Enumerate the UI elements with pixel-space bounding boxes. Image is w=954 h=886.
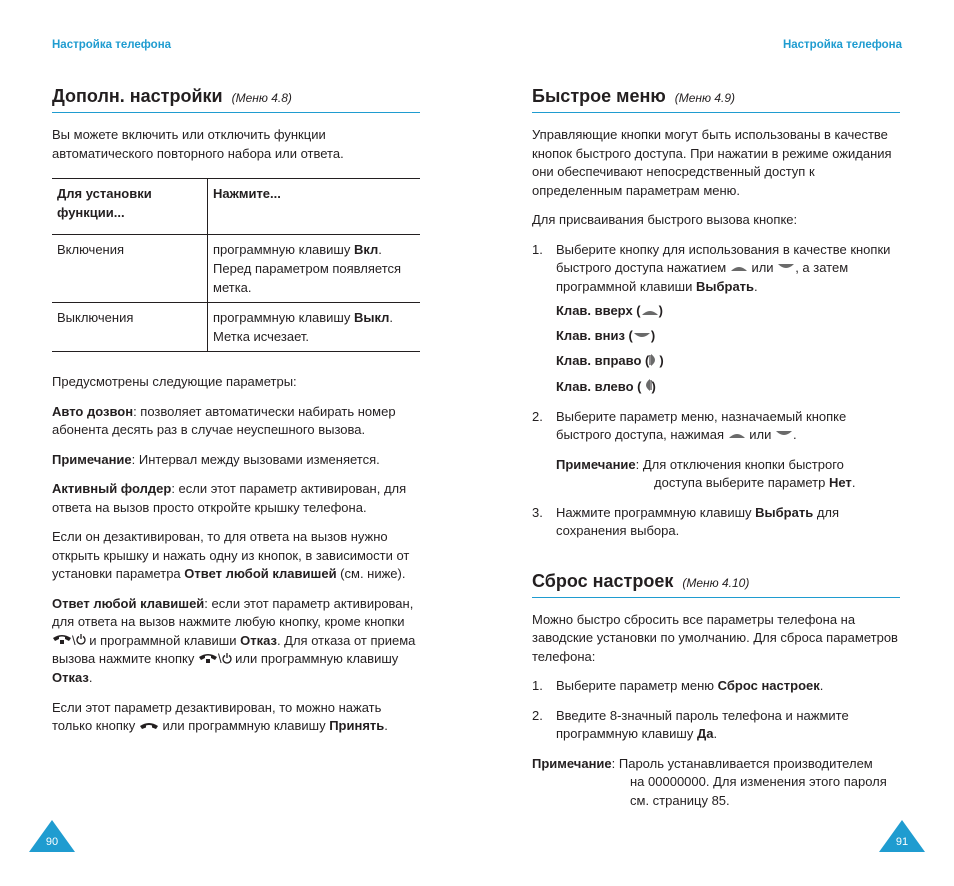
section-title-extra-settings [52, 85, 420, 113]
paragraph-text: Если он дезактивирован, то для ответа на вызов нужно открыть крышку и нажать одну из кнопок, в зависимости от установки параметра [52, 529, 410, 581]
cell-text: программную клавишу [213, 242, 354, 257]
intro-paragraph: Управляющие кнопки могут быть использованы в качестве кнопок быстрого доступа. При нажатии в режиме ожидания они обеспечивают непосредственный доступ к определенным параметрам меню. [532, 127, 892, 198]
step-text: Выберите параметр меню, назначаемый кнопке быстрого доступа, нажимая [556, 408, 847, 443]
power-icon [76, 632, 86, 651]
step-2 [532, 408, 900, 445]
term-label: Активный фолдер [52, 481, 172, 496]
paren: ( [641, 353, 650, 369]
step-text: для сохранения выбора. [556, 504, 840, 539]
settings-table [52, 178, 420, 352]
cell-key: Выкл [353, 310, 390, 325]
key-label: Клав. вправо [556, 353, 642, 369]
active-folder-paragraph [52, 480, 420, 517]
note-label: Примечание [52, 451, 132, 467]
right-page [532, 85, 900, 810]
softkey-ref: Отказ [240, 632, 277, 648]
header-text: Нажмите... [213, 186, 281, 201]
step-text: . [754, 278, 758, 294]
table-row [52, 303, 420, 352]
paragraph-text: Если этот параметр дезактивирован, то можно нажать только кнопку [52, 699, 382, 734]
end-call-icon [198, 651, 218, 670]
send-call-icon [139, 717, 159, 736]
reset-step-1 [532, 677, 900, 696]
step-number: 2. [532, 707, 543, 723]
running-header-right: Настройка телефона [782, 39, 902, 51]
step-text: Введите 8-значный пароль телефона и нажмите программную клавишу [556, 707, 849, 742]
softkey-ref: Выбрать [695, 278, 755, 294]
any-key-off-paragraph [52, 699, 420, 736]
table-cell [208, 303, 421, 352]
paren: ) [651, 378, 656, 394]
note-text: : Интервал между вызовами изменяется. [131, 451, 380, 467]
step-3 [532, 504, 900, 541]
auto-redial-paragraph [52, 403, 420, 440]
term-text: : позволяет автоматически набирать номер абонента десять раз в случае неуспешного вызова. [52, 403, 396, 437]
note-text: : Пароль устанавливается производителем [611, 755, 873, 771]
paren: ( [632, 303, 641, 319]
option-ref: Нет [828, 475, 852, 491]
header-text: Для установки функции... [57, 186, 152, 220]
note-continuation: на 00000000. Для изменения этого пароля см. страницу 85. [630, 774, 887, 808]
note-password [532, 755, 900, 811]
nav-up-icon [730, 259, 748, 278]
nav-right-icon [649, 353, 659, 372]
page-number-left [29, 820, 75, 852]
params-intro: Предусмотрены следующие параметры: [52, 374, 297, 389]
menu-option-ref: Сброс настроек [717, 678, 820, 694]
table-header-cell [52, 179, 208, 235]
title-text: Быстрое меню [532, 86, 666, 106]
step-text: . [713, 726, 718, 742]
paren: ( [633, 378, 642, 394]
separator: \ [217, 651, 222, 667]
term-text: . Для отказа от приема вызова нажмите кнопку [52, 632, 416, 667]
nav-up-icon [728, 426, 746, 445]
key-up-item [556, 301, 900, 321]
note-label: Примечание [532, 755, 612, 771]
note-label: Примечание [556, 456, 636, 472]
term-text: или программную клавишу [231, 651, 399, 667]
term-text: . [88, 670, 93, 686]
nav-down-icon [777, 259, 795, 278]
key-label: Клав. вверх [556, 303, 633, 319]
reset-step-2 [532, 707, 900, 744]
note-continuation [654, 474, 900, 493]
section-title-quick-menu [532, 85, 900, 113]
folder-off-paragraph [52, 528, 420, 584]
softkey-ref: Выбрать [755, 504, 814, 520]
term-text: : если этот параметр активирован, для ответа на вызов просто откройте крышку телефона. [52, 481, 407, 515]
note-text: . [851, 475, 856, 491]
table-header-row [52, 179, 420, 235]
running-header-left: Настройка телефона [52, 39, 172, 51]
intro-paragraph: Вы можете включить или отключить функции автоматического повторного набора или ответа. [52, 127, 344, 161]
title-text: Дополн. настройки [52, 86, 223, 106]
step-text: , а затем программной клавиши [556, 260, 849, 294]
step-text: . [792, 427, 797, 443]
section-title-reset [532, 570, 900, 598]
key-right-item [556, 351, 900, 371]
table-cell: Выключения [52, 303, 208, 352]
term-label: Ответ любой клавишей [52, 595, 205, 611]
menu-ref: (Меню 4.8) [231, 91, 292, 105]
table-cell: Включения [52, 235, 208, 303]
note-text: : Для отключения кнопки быстрого [635, 456, 844, 472]
note-text: доступа выберите параметр [654, 475, 829, 491]
table-row [52, 235, 420, 303]
key-down-item [556, 326, 900, 346]
step-text: Нажмите программную клавишу [556, 504, 756, 520]
menu-ref: (Меню 4.9) [674, 91, 736, 105]
key-left-item [556, 377, 900, 397]
power-icon [222, 651, 232, 670]
term-text: и программной клавиши [85, 632, 241, 648]
step-text: или [747, 260, 778, 275]
step-number: 1. [532, 241, 543, 257]
paragraph-text: (см. ниже). [336, 566, 406, 581]
end-call-icon [52, 632, 72, 651]
step-1 [532, 241, 900, 297]
term-label: Авто дозвон [52, 403, 134, 419]
nav-down-icon [775, 426, 793, 445]
step-number: 1. [532, 678, 543, 694]
cell-key: Вкл [353, 242, 379, 257]
key-label: Клав. вниз [556, 328, 625, 344]
step-text: . [819, 678, 824, 694]
paragraph-text: . [384, 718, 388, 734]
page-number-right [879, 820, 925, 852]
cell-text: . Перед параметром появляется метка. [213, 242, 402, 295]
softkey-ref: Принять [329, 718, 385, 734]
paren: ) [650, 328, 656, 344]
nav-left-icon [642, 378, 652, 397]
note-interval [52, 451, 420, 470]
step-text: или [745, 427, 775, 443]
nav-down-icon [633, 327, 651, 346]
step-text: Выберите параметр меню [556, 678, 718, 694]
term-ref: Ответ любой клавишей [184, 566, 337, 581]
paragraph-text: или программную клавишу [158, 718, 330, 734]
reset-intro: Можно быстро сбросить все параметры телефона на заводские установки по умолчанию. Для сброса параметров телефона: [532, 611, 898, 664]
table-header-cell [208, 179, 421, 235]
page-number-text: 90 [45, 836, 59, 848]
nav-up-icon [641, 302, 659, 321]
assign-paragraph: Для присваивания быстрого вызова кнопке: [532, 212, 798, 227]
left-page [52, 85, 420, 736]
table-cell [208, 235, 421, 303]
key-label: Клав. влево [556, 378, 634, 394]
paren: ( [624, 328, 633, 344]
note-quick-menu [556, 456, 900, 493]
step-text: Выберите кнопку для использования в качестве кнопки быстрого доступа нажатием [556, 241, 891, 275]
separator: \ [72, 632, 76, 648]
step-number: 2. [532, 408, 543, 424]
menu-ref: (Меню 4.10) [682, 575, 750, 590]
term-text: : если этот параметр активирован, для ответа на вызов нажмите любую кнопку, кроме кнопки [52, 595, 414, 629]
paren: ) [658, 303, 663, 319]
cell-text: программную клавишу [213, 310, 354, 325]
softkey-ref: Отказ [52, 670, 89, 686]
softkey-ref: Да [696, 726, 714, 742]
title-text: Сброс настроек [532, 570, 674, 591]
cell-text: . Метка исчезает. [213, 310, 394, 344]
paren: ) [659, 353, 664, 369]
step-number: 3. [532, 504, 543, 520]
page-number-text: 91 [895, 836, 909, 848]
any-key-paragraph [52, 595, 420, 688]
